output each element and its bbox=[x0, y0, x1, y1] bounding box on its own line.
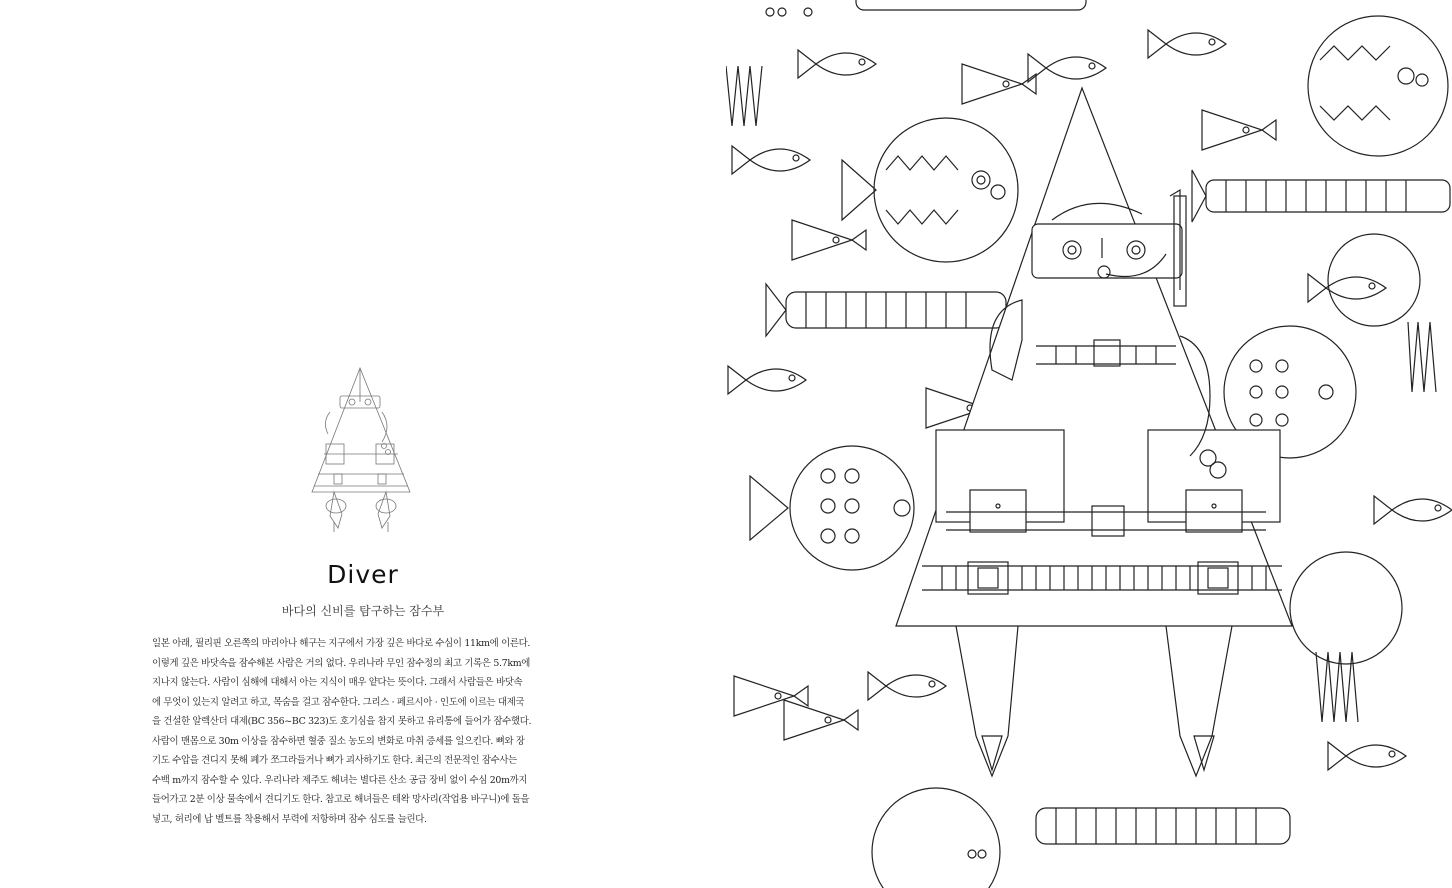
right-page-illustration bbox=[726, 0, 1452, 888]
round-fish bbox=[842, 118, 1018, 262]
body-line: 넣고, 허리에 납 벨트를 착용해서 부력에 저항하며 잠수 심도를 늘린다. bbox=[152, 813, 427, 825]
diver-thumbnail bbox=[300, 362, 424, 534]
body-line: 사람이 맨몸으로 30m 이상을 잠수하면 혈중 질소 농도의 변화로 마취 증세를 일으킨다. 뼈와 장 bbox=[152, 735, 525, 747]
body-line: 이렇게 깊은 바닷속을 잠수해본 사람은 거의 없다. 우리나라 무인 잠수정의 최고 기록은 5.7km에 bbox=[152, 657, 531, 669]
page-subtitle: 바다의 신비를 탐구하는 잠수부 bbox=[281, 604, 445, 618]
body-line: 에 무엇이 있는지 알려고 하고, 목숨을 걸고 잠수한다. 그리스 · 페르시아 · 인도에 이르는 대제국 bbox=[152, 696, 525, 708]
body-line: 일본 아래, 필리핀 오른쪽의 마리아나 해구는 지구에서 가장 깊은 바다로 수심이 11km에 이른다. bbox=[152, 638, 531, 649]
diver-figure bbox=[896, 88, 1292, 776]
body-line: 을 건설한 알렉산더 대제(BC 356~BC 323)도 호기심을 참지 못하고 유리통에 들어가 잠수했다. bbox=[152, 716, 532, 727]
page-title: Diver bbox=[327, 560, 399, 589]
body-line: 지나지 않는다. 사람이 심해에 대해서 아는 지식이 매우 얕다는 뜻이다. 그래서 사람들은 바닷속 bbox=[152, 677, 523, 688]
body-line: 들어가고 2분 이상 물속에서 견디기도 한다. 참고로 해녀들은 테왁 망사리(작업용 바구니)에 돌을 bbox=[152, 794, 530, 805]
body-line: 기도 수압을 견디지 못해 폐가 쪼그라들거나 뼈가 괴사하기도 한다. 최근의 전문적인 잠수사는 bbox=[152, 755, 517, 766]
body-line: 수백 m까지 잠수할 수 있다. 우리나라 제주도 해녀는 별다른 산소 공급 장비 없이 수심 20m까지 bbox=[152, 774, 528, 786]
body-paragraph bbox=[152, 634, 572, 829]
